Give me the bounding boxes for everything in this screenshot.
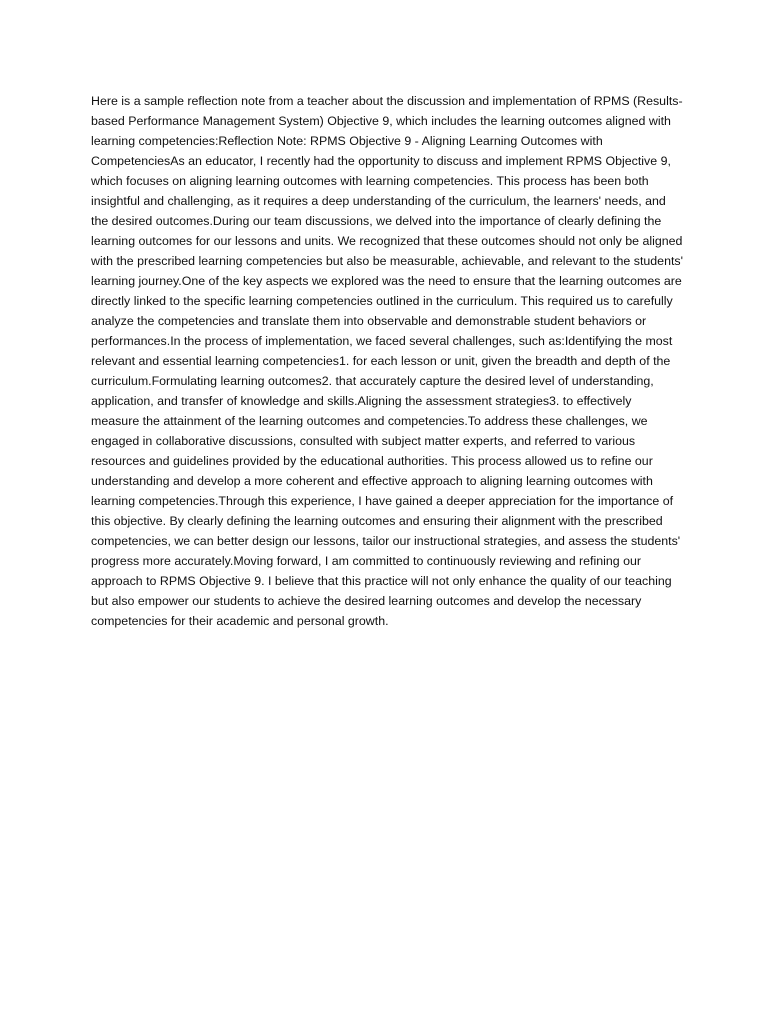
- reflection-note-paragraph: Here is a sample reflection note from a teacher about the discussion and implementation of RPMS (Results-based Performance Management System) Objective 9, which includes the learning outcomes aligned with learning competencies:Reflection Note: RPMS Objective 9 - Aligning Learning Outcomes with CompetenciesAs an educator, I recently had the opportunity to discuss and implement RPMS Objective 9, which focuses on aligning learning outcomes with learning competencies. This process has been both insightful and challenging, as it requires a deep understanding of the curriculum, the learners' needs, and the desired outcomes.During our team discussions, we delved into the importance of clearly defining the learning outcomes for our lessons and units. We recognized that these outcomes should not only be aligned with the prescribed learning competencies but also be measurable, achievable, and relevant to the students' learning journey.One of the key aspects we explored was the need to ensure that the learning outcomes are directly linked to the specific learning competencies outlined in the curriculum. This required us to carefully analyze the competencies and translate them into observable and demonstrable student behaviors or performances.In the process of implementation, we faced several challenges, such as:Identifying the most relevant and essential learning competencies1. for each lesson or unit, given the breadth and depth of the curriculum.Formulating learning outcomes2. that accurately capture the desired level of understanding, application, and transfer of knowledge and skills.Aligning the assessment strategies3. to effectively measure the attainment of the learning outcomes and competencies.To address these challenges, we engaged in collaborative discussions, consulted with subject matter experts, and referred to various resources and guidelines provided by the educational authorities. This process allowed us to refine our understanding and develop a more coherent and effective approach to aligning learning outcomes with learning competencies.Through this experience, I have gained a deeper appreciation for the importance of this objective. By clearly defining the learning outcomes and ensuring their alignment with the prescribed competencies, we can better design our lessons, tailor our instructional strategies, and assess the students' progress more accurately.Moving forward, I am committed to continuously reviewing and refining our approach to RPMS Objective 9. I believe that this practice will not only enhance the quality of our teaching but also empower our students to achieve the desired learning outcomes and develop the necessary competencies for their academic and personal growth.: [91, 94, 683, 628]
